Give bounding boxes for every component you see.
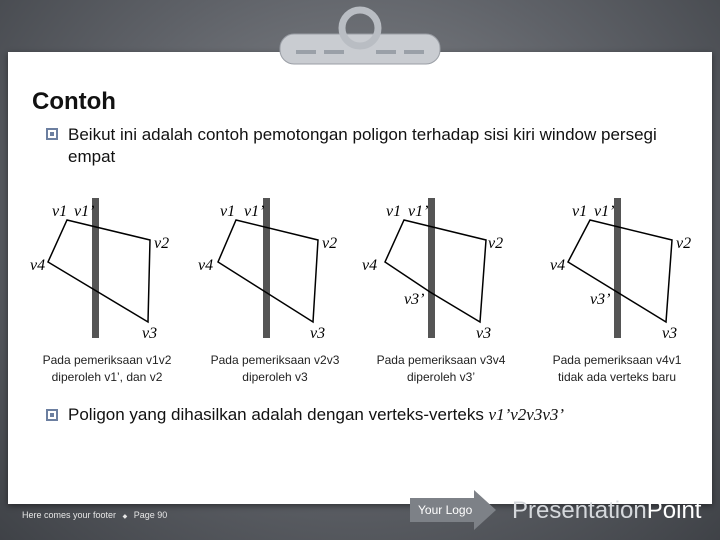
vertex-label: v1’ — [408, 203, 429, 220]
diagram-3 — [362, 198, 503, 340]
binder-clip-icon — [276, 6, 444, 68]
caption-line: Pada pemeriksaan v2v3 — [210, 353, 340, 367]
vertex-label: v2 — [322, 235, 338, 252]
page-number: Page 90 — [133, 510, 168, 520]
footer-separator: ◆ — [122, 514, 128, 520]
brand-part-1: Presentation — [512, 497, 647, 524]
logo-text: Your Logo — [418, 503, 473, 517]
caption-line: diperoleh v3’ — [406, 370, 476, 384]
brand-logo — [512, 497, 701, 525]
vertex-label: v1 — [52, 203, 68, 220]
caption-3 — [356, 352, 526, 386]
caption-line: Pada pemeriksaan v4v1 — [552, 353, 682, 367]
bullet-icon — [46, 128, 58, 140]
caption-line: Pada pemeriksaan v3v4 — [376, 353, 506, 367]
vertex-label: v2 — [676, 235, 692, 252]
footer — [22, 510, 167, 520]
vertex-label: v1’ — [74, 203, 95, 220]
clipping-diagrams — [0, 190, 720, 340]
caption-line: tidak ada verteks baru — [557, 370, 677, 384]
caption-line: diperoleh v3 — [242, 370, 308, 384]
vertex-label: v4 — [198, 257, 214, 274]
caption-line: diperoleh v1’, dan v2 — [51, 370, 163, 384]
vertex-label: v3’ — [404, 291, 425, 308]
vertex-label: v3’ — [590, 291, 611, 308]
vertex-label: v1 — [572, 203, 588, 220]
vertex-label: v3 — [476, 325, 492, 340]
diagram-2 — [198, 198, 337, 340]
caption-2 — [190, 352, 360, 386]
bullet-2-vertices: v1’v2v3v3’ — [488, 405, 565, 424]
slide-title: Contoh — [32, 88, 116, 115]
vertex-label: v2 — [488, 235, 504, 252]
caption-4 — [532, 352, 702, 386]
caption-line: Pada pemeriksaan v1v2 — [42, 353, 172, 367]
footer-text: Here comes your footer — [22, 510, 117, 520]
bullet-2-prefix: Poligon yang dihasilkan adalah dengan verteks-verteks — [68, 405, 489, 424]
vertex-label: v1’ — [244, 203, 265, 220]
vertex-label: v4 — [362, 257, 378, 274]
bullet-text-1: Beikut ini adalah contoh pemotongan poligon terhadap sisi kiri window persegi empat — [68, 125, 657, 166]
caption-1 — [22, 352, 192, 386]
bullet-icon — [46, 409, 58, 421]
diagram-4 — [550, 198, 691, 340]
bullet-text-2 — [68, 404, 708, 426]
vertex-label: v4 — [550, 257, 566, 274]
vertex-label: v4 — [30, 257, 46, 274]
vertex-label: v1 — [220, 203, 236, 220]
vertex-label: v2 — [154, 235, 170, 252]
brand-part-2: Point — [646, 497, 702, 524]
vertex-label: v3 — [142, 325, 158, 340]
vertex-label: v1’ — [594, 203, 615, 220]
vertex-label: v3 — [310, 325, 326, 340]
vertex-label: v1 — [386, 203, 402, 220]
diagram-1 — [30, 198, 169, 340]
vertex-label: v3 — [662, 325, 678, 340]
